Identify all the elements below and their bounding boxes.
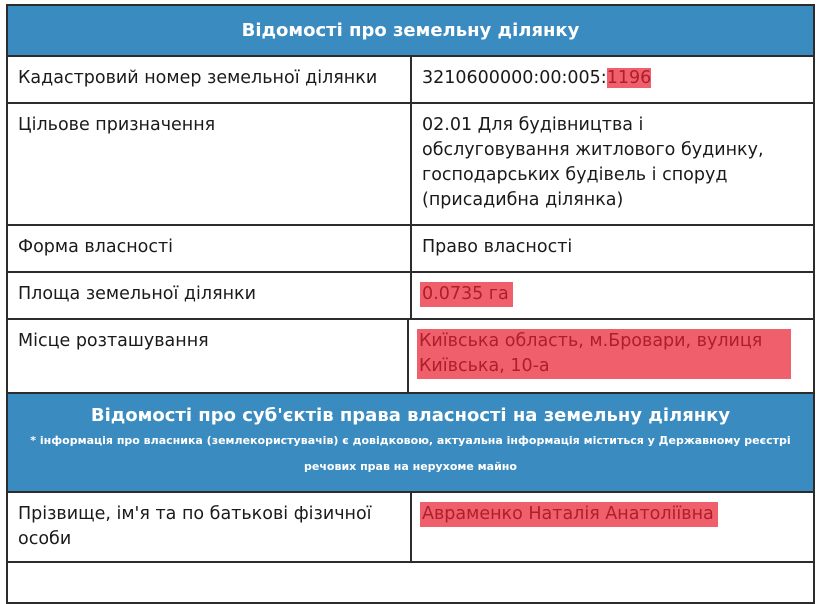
location-value [409,320,813,392]
table-row [8,57,813,104]
purpose-value: 02.01 Для будівництва і обслуговування житлового будинку, господарських будівель і споруд (присадибна ділянка) [422,115,764,210]
ownership-form-label: Форма власності [8,226,412,271]
owner-name-highlight: Авраменко Наталія Анатоліївна [420,502,718,527]
cadastral-number-label: Кадастровий номер земельної ділянки [8,57,412,102]
owner-name-value [412,493,813,561]
table-row [8,493,813,563]
table-row [8,273,813,320]
ownership-form-value: Право власності [422,237,573,257]
owners-info-note: * інформація про власника (землекористувачів) є довідковою, актуальна інформація міститься у Державному реєстрі речових прав на нерухоме майно [30,434,791,473]
cadastral-number-prefix: 3210600000:00:005: [422,68,607,88]
cadastral-number-value [412,57,813,102]
area-highlight: 0.0735 га [420,282,513,307]
land-info-header [8,6,813,57]
land-info-table [6,4,815,604]
table-row [8,226,813,273]
table-row [8,104,813,226]
owners-info-title: Відомості про суб'єктів права власності на земельну ділянку [90,405,731,426]
owner-name-label: Прізвище, ім'я та по батькові фізичної особи [8,493,412,561]
location-highlight: Київська область, м.Бровари, вулиця Київська, 10-а [417,329,791,379]
area-value [412,273,813,318]
area-label: Площа земельної ділянки [8,273,412,318]
owners-info-header [8,394,813,493]
purpose-label: Цільове призначення [8,104,412,224]
cadastral-number-highlight: 1196 [606,68,652,88]
table-row [8,320,813,394]
land-info-title: Відомості про земельну ділянку [241,20,580,41]
location-label: Місце розташування [8,320,409,392]
